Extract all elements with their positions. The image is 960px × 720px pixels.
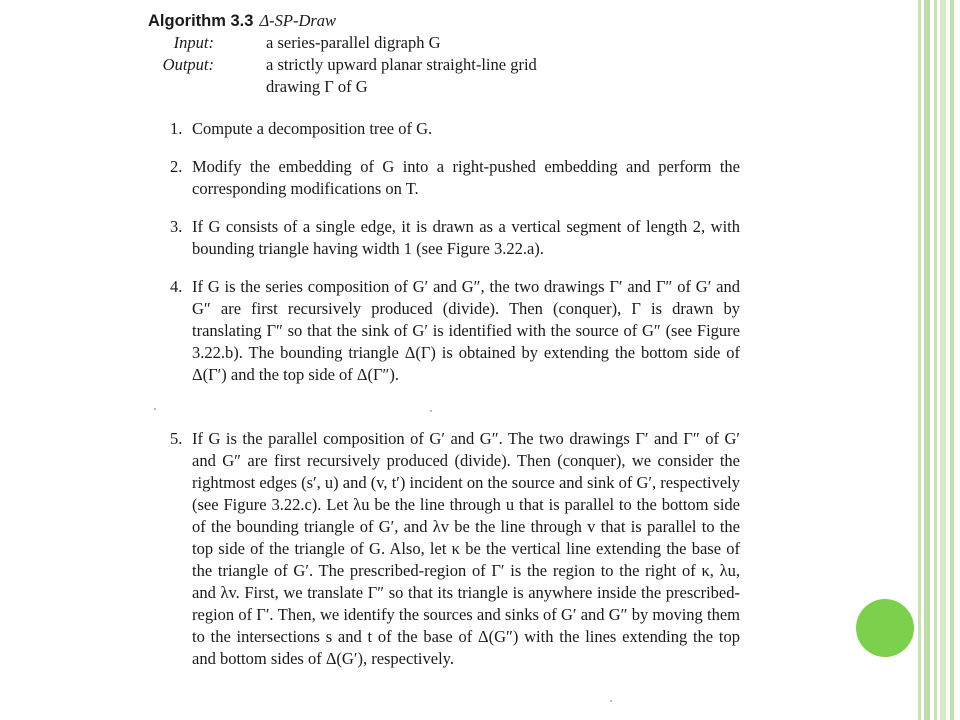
step-number: 2. xyxy=(170,157,183,176)
output-row xyxy=(148,54,748,76)
step-5 xyxy=(170,428,740,670)
algorithm-title xyxy=(148,10,748,32)
step-text: If G is the parallel composition of G′ and G″. The two drawings Γ′ and Γ″ of G′ and G″ are first recursively produced (divide). Then (conquer), we consider the rightmost edges (s′, u) and (v, t′) incident on the source and sink of G′, respectively (see Figure 3.22.c). Let λu be the line through u that is parallel to the bottom side of the bounding triangle of G′, and λv be the line through v that is parallel to the top side of the triangle of G. Also, let κ be the vertical line extending the base of the triangle of G′. The prescribed-region of Γ′ is the region to the right of κ, λu, and λv. First, we translate Γ″ so that its triangle is anywhere inside the prescribed-region of Γ′. Then, we identify the sources and sinks of G′ and G″ by moving them to the intersections s and t of the base of Δ(G″) with the lines extending the top and bottom sides of Δ(G′), respectively. xyxy=(192,429,740,668)
step-text: Compute a decomposition tree of G. xyxy=(192,119,433,138)
step-number: 3. xyxy=(170,217,183,236)
border-stripe xyxy=(924,0,930,720)
input-text: a series-parallel digraph G xyxy=(266,33,441,52)
output-label: Output: xyxy=(162,55,214,74)
step-1 xyxy=(170,118,740,140)
input-row xyxy=(148,32,748,54)
step-4 xyxy=(170,276,740,386)
step-2 xyxy=(170,156,740,200)
border-stripe xyxy=(934,0,937,720)
step-text: If G is the series composition of G′ and G″, the two drawings Γ′ and Γ″ of G′ and G″ are first recursively produced (divide). Then (conquer), Γ is drawn by translating Γ″ so that the sink of G′ is identified with the source of G″ (see Figure 3.22.b). The bounding triangle Δ(Γ) is obtained by extending the bottom side of Δ(Γ′) and the top side of Δ(Γ″). xyxy=(192,277,740,384)
green-circle-decoration xyxy=(856,599,914,657)
scan-speck xyxy=(154,408,156,410)
step-text: If G consists of a single edge, it is drawn as a vertical segment of length 2, with bounding triangle having width 1 (see Figure 3.22.a). xyxy=(192,217,740,258)
border-stripe xyxy=(918,0,921,720)
step-text: Modify the embedding of G into a right-pushed embedding and perform the corresponding modifications on T. xyxy=(192,157,740,198)
border-stripe xyxy=(940,0,946,720)
output-text-line2: drawing Γ of G xyxy=(266,77,368,96)
output-row-cont xyxy=(148,76,748,98)
step-number: 5. xyxy=(170,429,183,448)
scan-speck xyxy=(430,410,432,412)
algorithm-name: Δ-SP-Draw xyxy=(259,11,337,30)
step-3 xyxy=(170,216,740,260)
step-number: 4. xyxy=(170,277,183,296)
step-number: 1. xyxy=(170,119,183,138)
output-text-line1: a strictly upward planar straight-line grid xyxy=(266,55,537,74)
scan-speck xyxy=(610,700,612,702)
algorithm-label: Algorithm 3.3 xyxy=(148,12,254,30)
algorithm-header xyxy=(148,10,748,98)
input-label: Input: xyxy=(173,33,214,52)
scanned-algorithm-page xyxy=(148,4,748,720)
border-stripe xyxy=(950,0,954,720)
